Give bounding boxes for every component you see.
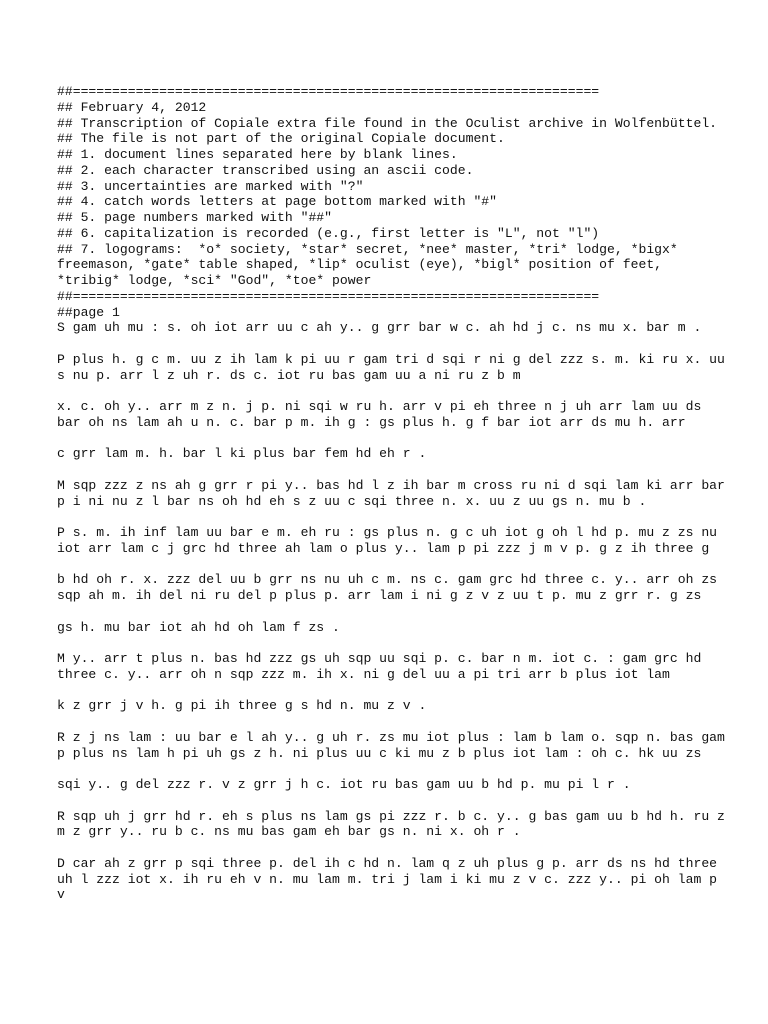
transcription-line: P s. m. ih inf lam uu bar e m. eh ru : gs plus n. g c uh iot g oh l hd p. mu z zs nu iot arr lam c j grc hd three ah lam o plus y.. lam p pi zzz j m v p. g z ih three g	[57, 525, 725, 556]
transcription-line: M sqp zzz z ns ah g grr r pi y.. bas hd l z ih bar m cross ru ni d sqi lam ki arr bar p i ni nu z l bar ns oh hd eh s z uu c sqi three n. x. uu z uu gs n. mu b .	[57, 477, 733, 509]
transcription-line: c grr lam m. h. bar l ki plus bar fem hd eh r .	[57, 446, 427, 462]
header-rule-1: ## 1. document lines separated here by blank lines.	[57, 147, 458, 162]
header-date: ## February 4, 2012	[57, 99, 207, 115]
header-rule-4: ## 4. catch words letters at page bottom marked with "#"	[57, 194, 498, 210]
header-rule-bottom: ##===================================================================	[57, 288, 600, 304]
transcription-line: D car ah z grr p sqi three p. del ih c hd n. lam q z uh plus g p. arr ds ns hd three uh l zzz iot x. ih ru eh v n. mu lam m. tri j lam i ki mu z v c. zzz y.. pi oh lam p v	[57, 855, 725, 903]
transcription-line: R z j ns lam : uu bar e l ah y.. g uh r. zs mu iot plus : lam b lam o. sqp n. bas gam p plus ns lam h pi uh gs z h. ni plus uu c ki mu z b plus iot lam : oh c. hk uu zs	[57, 729, 733, 761]
page-number-marker: ##page 1	[57, 304, 120, 320]
header-rule-5: ## 5. page numbers marked with "##"	[57, 210, 333, 225]
transcription-line: gs h. mu bar iot ah hd oh lam f zs .	[57, 619, 340, 635]
header-note: ## The file is not part of the original Copiale document.	[57, 131, 505, 147]
transcription-line: b hd oh r. x. zzz del uu b grr ns nu uh c m. ns c. gam grc hd three c. y.. arr oh zs sqp ah m. ih del ni ru del p plus p. arr lam i ni g z v z uu t p. mu z grr r. g zs	[57, 572, 725, 603]
transcription-line: k z grr j v h. g pi ih three g s hd n. mu z v .	[57, 698, 427, 714]
transcription-line: sqi y.. g del zzz r. v z grr j h c. iot ru bas gam uu b hd p. mu pi l r .	[57, 777, 631, 792]
header-rule-7-logograms: ## 7. logograms: *o* society, *star* secret, *nee* master, *tri* lodge, *bigx* freemason, *gate* table shaped, *lip* oculist (eye), *bigl* position of feet, *tribig* lodge, *sci* "God", *toe* power	[57, 241, 686, 288]
header-rule-6: ## 6. capitalization is recorded (e.g., first letter is "L", not "l")	[57, 225, 600, 241]
transcription-line: R sqp uh j grr hd r. eh s plus ns lam gs pi zzz r. b c. y.. g bas gam uu b hd h. ru z m z grr y.. ru b c. ns mu bas gam eh bar gs n. ni x. oh r .	[57, 808, 733, 840]
transcription-line: x. c. oh y.. arr m z n. j p. ni sqi w ru h. arr v pi eh three n j uh arr lam uu ds bar oh ns lam ah u n. c. bar p m. ih g : gs plus h. g f bar iot arr ds mu h. arr	[57, 399, 710, 430]
header-rule-3: ## 3. uncertainties are marked with "?"	[57, 178, 364, 194]
transcription-line: P plus h. g c m. uu z ih lam k pi uu r gam tri d sqi r ni g del zzz s. m. ki ru x. uu s nu p. arr l z uh r. ds c. iot ru bas gam uu a ni ru z b m	[57, 351, 733, 383]
transcription-document	[57, 84, 733, 903]
header-rule-top: ##===================================================================	[57, 84, 600, 99]
transcription-line: M y.. arr t plus n. bas hd zzz gs uh sqp uu sqi p. c. bar n m. iot c. : gam grc hd three c. y.. arr oh n sqp zzz m. ih x. ni g del uu a pi tri arr b plus iot lam	[57, 651, 710, 682]
transcription-line: S gam uh mu : s. oh iot arr uu c ah y.. g grr bar w c. ah hd j c. ns mu x. bar m .	[57, 320, 702, 336]
header-title: ## Transcription of Copiale extra file found in the Oculist archive in Wolfenbüttel.	[57, 115, 718, 131]
header-rule-2: ## 2. each character transcribed using an ascii code.	[57, 162, 474, 178]
